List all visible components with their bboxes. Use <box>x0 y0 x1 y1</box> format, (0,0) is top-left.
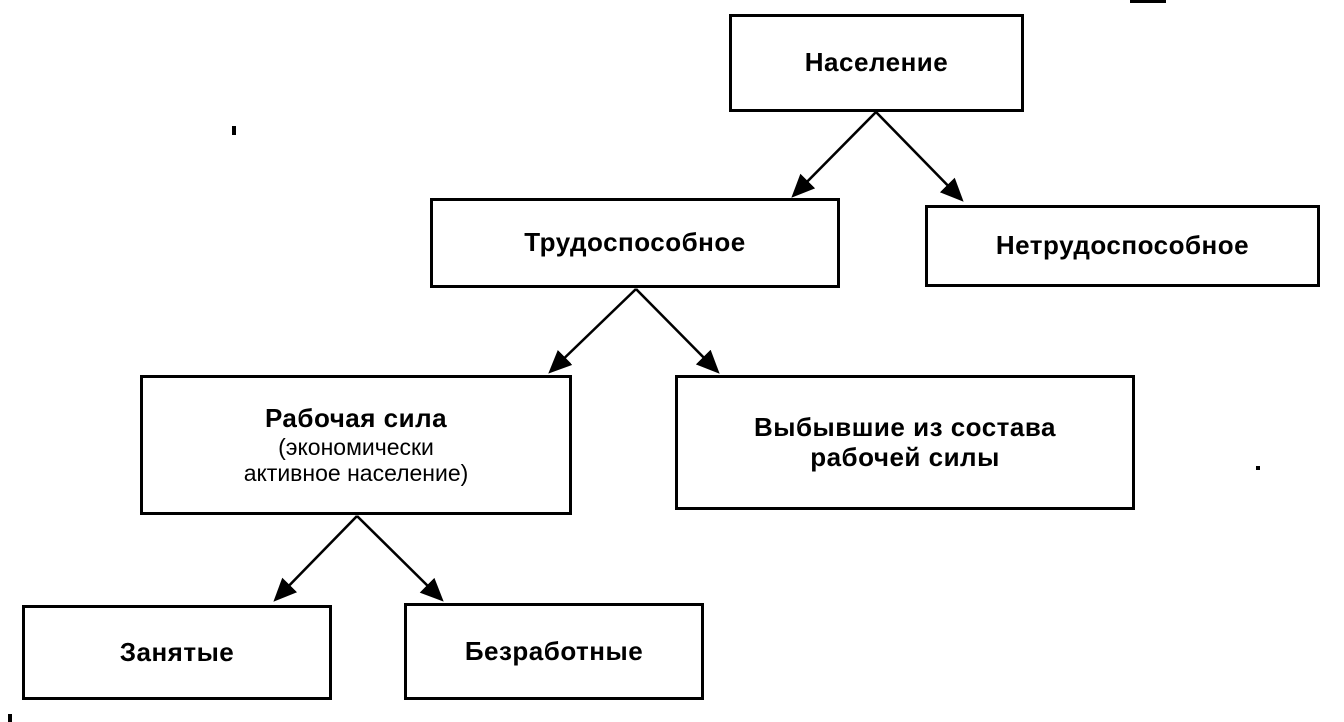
scan-speck-bottom-left <box>8 714 12 722</box>
edge-population-to-able <box>795 112 876 194</box>
edge-laborforce-to-unemployed <box>357 516 440 598</box>
node-not-in-labor-force-label: Выбывшие из состава рабочей силы <box>754 411 1056 472</box>
node-unemployed-label: Безработные <box>464 635 644 666</box>
scan-speck-left <box>232 126 236 135</box>
node-labor-force[interactable] <box>140 375 572 515</box>
node-not-able-bodied[interactable] <box>925 205 1320 287</box>
edge-laborforce-to-employed <box>277 516 357 598</box>
node-employed-label: Занятые <box>119 636 235 667</box>
node-population[interactable] <box>729 14 1024 112</box>
node-able-bodied[interactable] <box>430 198 840 288</box>
edge-population-to-unable <box>876 112 960 198</box>
node-not-in-labor-force[interactable] <box>675 375 1135 510</box>
node-employed[interactable] <box>22 605 332 700</box>
node-labor-force-label: Рабочая сила <box>264 402 448 433</box>
node-unemployed[interactable] <box>404 603 704 700</box>
node-labor-force-sublabel-2: активное население) <box>243 459 469 486</box>
edge-able-to-laborforce <box>552 289 636 370</box>
scan-speck-top-right <box>1130 0 1166 3</box>
edge-able-to-notinforce <box>636 289 716 370</box>
node-labor-force-sublabel-1: (экономически <box>278 433 434 460</box>
node-population-label: Население <box>804 47 949 78</box>
node-able-bodied-label: Трудоспособное <box>524 227 746 258</box>
scan-speck-right <box>1256 466 1260 470</box>
node-not-able-bodied-label: Нетрудоспособное <box>995 230 1250 261</box>
